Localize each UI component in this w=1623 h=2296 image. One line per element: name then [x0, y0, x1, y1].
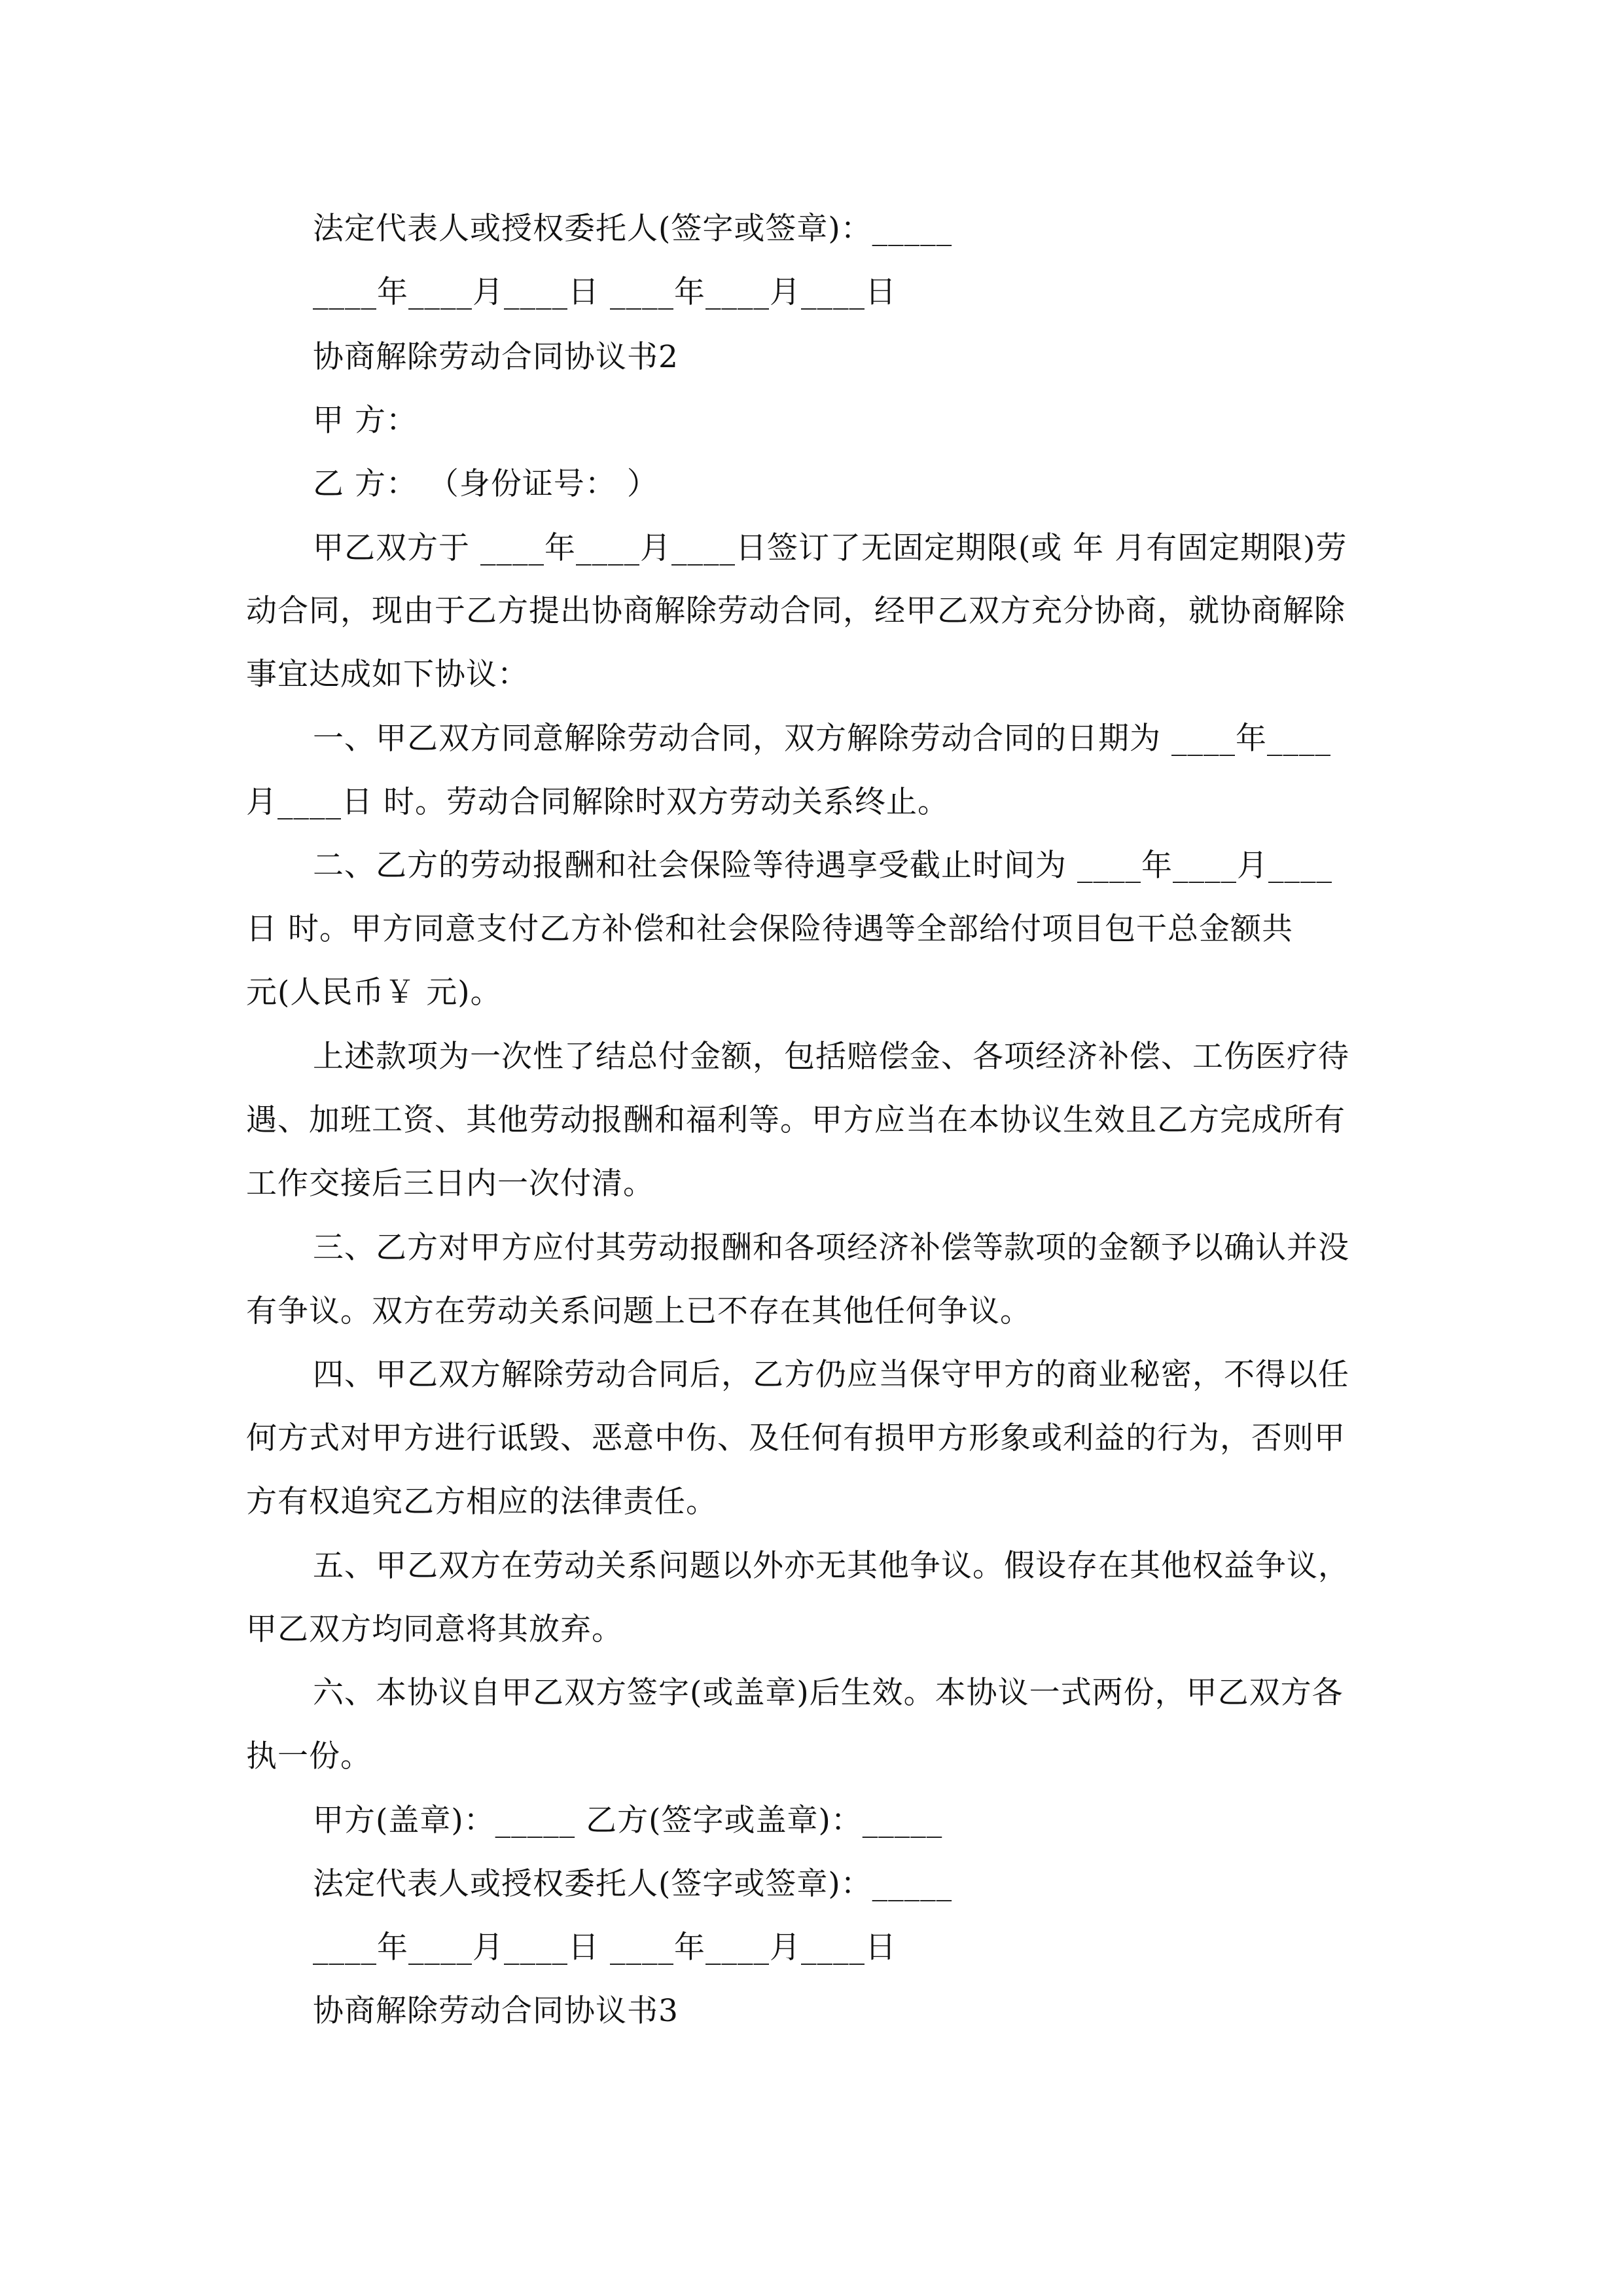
clause-3-line: 有争议。双方在劳动关系问题上已不存在其他任何争议。: [246, 1293, 1031, 1329]
payment-paragraph-line: 遇、加班工资、其他劳动报酬和福利等。甲方应当在本协议生效且乙方完成所有: [246, 1102, 1346, 1138]
clause-2-line: 二、乙方的劳动报酬和社会保险等待遇享受截止时间为 ____年____月____: [313, 848, 1332, 884]
clause-6-line: 执一份。: [246, 1738, 372, 1774]
clause-4-line: 何方式对甲方进行诋毁、恶意中伤、及任何有损甲方形象或利益的行为，否则甲: [246, 1420, 1346, 1456]
clause-2-line: 日 时。甲方同意支付乙方补偿和社会保险待遇等全部给付项目包干总金额共: [246, 911, 1293, 947]
intro-paragraph-line: 动合同，现由于乙方提出协商解除劳动合同，经甲乙双方充分协商，就协商解除: [246, 593, 1346, 629]
party-signatures: 甲方(盖章)：_____ 乙方(签字或盖章)：_____: [313, 1803, 943, 1839]
clause-1-line: 月____日 时。劳动合同解除时双方劳动关系终止。: [246, 784, 949, 820]
party-a-label: 甲 方：: [313, 403, 418, 439]
clause-4-line: 四、甲乙双方解除劳动合同后，乙方仍应当保守甲方的商业秘密，不得以任: [313, 1357, 1349, 1393]
clause-5-line: 甲乙双方均同意将其放弃。: [246, 1611, 623, 1647]
section-2-title: 协商解除劳动合同协议书2: [313, 339, 679, 375]
top-signature-dates: ____年____月____日 ____年____月____日: [313, 274, 897, 310]
clause-6-line: 六、本协议自甲乙双方签字(或盖章)后生效。本协议一式两份，甲乙双方各: [313, 1675, 1344, 1711]
clause-1-line: 一、甲乙双方同意解除劳动合同，双方解除劳动合同的日期为 ____年____: [313, 721, 1331, 757]
clause-4-line: 方有权追究乙方相应的法律责任。: [246, 1484, 717, 1520]
party-b-label: 乙 方： （身份证号： ）: [313, 466, 658, 502]
top-representative-signature: 法定代表人或授权委托人(签字或签章)：_____: [313, 211, 953, 247]
intro-paragraph-line: 甲乙双方于 ____年____月____日签订了无固定期限(或 年 月有固定期限)劳: [313, 530, 1347, 566]
clause-2-line: 元(人民币￥ 元)。: [246, 975, 502, 1011]
payment-paragraph-line: 工作交接后三日内一次付清。: [246, 1166, 654, 1202]
signature-dates: ____年____月____日 ____年____月____日: [313, 1929, 897, 1965]
section-3-title: 协商解除劳动合同协议书3: [313, 1993, 679, 2029]
clause-3-line: 三、乙方对甲方应付其劳动报酬和各项经济补偿等款项的金额予以确认并没: [313, 1230, 1349, 1266]
clause-5-line: 五、甲乙双方在劳动关系问题以外亦无其他争议。假设存在其他权益争议，: [313, 1548, 1349, 1584]
intro-paragraph-line: 事宜达成如下协议：: [246, 656, 529, 692]
payment-paragraph-line: 上述款项为一次性了结总付金额，包括赔偿金、各项经济补偿、工伤医疗待: [313, 1039, 1349, 1075]
representative-signature: 法定代表人或授权委托人(签字或签章)：_____: [313, 1866, 953, 1902]
